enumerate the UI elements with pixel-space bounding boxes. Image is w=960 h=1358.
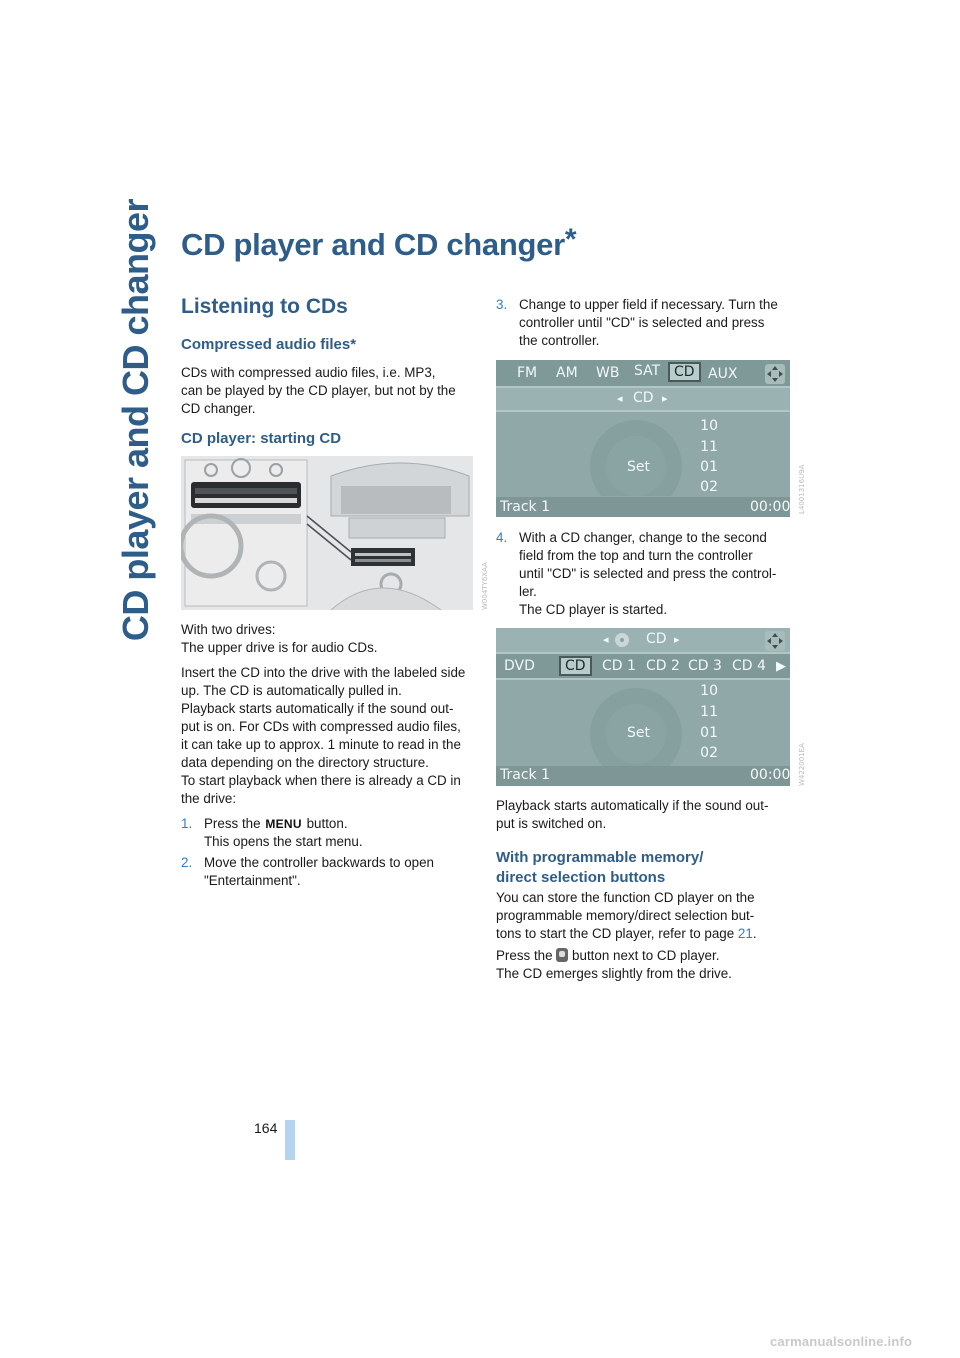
track-label: Track 1 <box>500 499 550 515</box>
tab-cd-selected: CD <box>559 656 592 676</box>
option-star: * <box>564 223 577 256</box>
subheading-cd-player: CD player: starting CD <box>181 430 342 447</box>
list-item: 10 <box>700 418 718 434</box>
list-item: 11 <box>700 704 718 720</box>
step-1: 1. Press the MENU button. This opens the start menu. <box>181 816 363 849</box>
paragraph-start-playback: To start playback when there is already a CD in the drive: <box>181 773 461 806</box>
tab-cd-selected: CD <box>668 362 701 382</box>
tab-aux: AUX <box>708 366 738 382</box>
set-label: Set <box>627 725 650 741</box>
subheading-programmable: With programmable memory/ direct selection buttons <box>496 849 704 886</box>
tab-wb: WB <box>596 365 620 381</box>
chevron-left-icon: ◂ <box>617 392 623 405</box>
paragraph-playback: Playback starts automatically if the sound out- put is switched on. <box>496 798 769 831</box>
dashboard-illustration <box>181 456 473 610</box>
image-code <box>795 454 807 514</box>
paragraph-store: You can store the function CD player on the programmable memory/direct selection but- tons to start the CD player, refer to page 21. <box>496 890 757 941</box>
paragraph-compressed: CDs with compressed audio files, i.e. MP3, can be played by the CD player, but not by the CD changer. <box>181 365 456 416</box>
display-screen-radio <box>496 360 790 517</box>
step-2: 2. Move the controller backwards to open "Entertainment". <box>181 855 434 888</box>
side-chapter-title: CD player and CD changer <box>115 198 156 642</box>
page-number: 164 <box>254 1120 278 1136</box>
list-item: 01 <box>700 725 718 741</box>
image-code <box>478 560 490 610</box>
tab-dvd: DVD <box>504 658 535 674</box>
step-4: 4. With a CD changer, change to the second field from the top and turn the controller until "CD" is selected and press the control- ler. The CD player is started. <box>496 530 777 617</box>
paragraph-two-drives: With two drives: The upper drive is for audio CDs. <box>181 622 378 655</box>
list-item: 10 <box>700 683 718 699</box>
memory-button-icon <box>556 948 568 962</box>
controller-icon <box>764 363 786 385</box>
tab-cd3: CD 3 <box>688 658 722 674</box>
disc-icon <box>614 632 630 648</box>
chevron-right-icon: ▸ <box>674 633 680 646</box>
controller-icon <box>764 630 786 652</box>
menu-button-label: MENU <box>265 817 302 831</box>
sub-cd: CD <box>633 390 654 406</box>
svg-text:W004TY6XAA: W004TY6XAA <box>481 562 489 610</box>
watermark: carmanualsonline.info <box>770 1334 913 1349</box>
tab-am: AM <box>556 365 578 381</box>
list-item: 01 <box>700 459 718 475</box>
page-marker-bar <box>285 1120 295 1160</box>
page-title: CD player and CD changer* <box>181 223 577 262</box>
tab-cd1: CD 1 <box>602 658 636 674</box>
image-code <box>795 726 807 786</box>
svg-text:W422001EA: W422001EA <box>798 743 806 786</box>
page-link[interactable]: 21 <box>737 926 753 941</box>
svg-text:L4001316U9A: L4001316U9A <box>798 464 806 514</box>
subheading-compressed: Compressed audio files* <box>181 336 357 353</box>
paragraph-press: Press the button next to CD player. The CD emerges slightly from the drive. <box>496 948 732 981</box>
list-item: 02 <box>700 479 718 495</box>
track-label: Track 1 <box>500 767 550 783</box>
chevron-right-icon: ▶ <box>776 659 786 674</box>
chevron-left-icon: ◂ <box>603 633 609 646</box>
list-item: 02 <box>700 745 718 761</box>
step-3: 3. Change to upper field if necessary. Turn the controller until "CD" is selected and press the controller. <box>496 297 778 348</box>
tab-cd2: CD 2 <box>646 658 680 674</box>
top-cd: CD <box>646 631 667 647</box>
tab-cd4: CD 4 <box>732 658 766 674</box>
set-label: Set <box>627 459 650 475</box>
tab-fm: FM <box>517 365 538 381</box>
time-label: 00:00 <box>750 767 790 783</box>
list-item: 11 <box>700 439 718 455</box>
paragraph-insert-cd: Insert the CD into the drive with the labeled side up. The CD is automatically pulled in. Playback starts automatically if the sound out- put is on. For CDs with compressed audio files, it can take up to approx. 1 minute to read in the data depending on the directory structure. <box>181 665 466 770</box>
display-screen-changer <box>496 628 790 786</box>
tab-sat: SAT <box>634 363 661 379</box>
time-label: 00:00 <box>750 499 790 515</box>
section-heading-listening: Listening to CDs <box>181 295 348 318</box>
chevron-right-icon: ▸ <box>662 392 668 405</box>
